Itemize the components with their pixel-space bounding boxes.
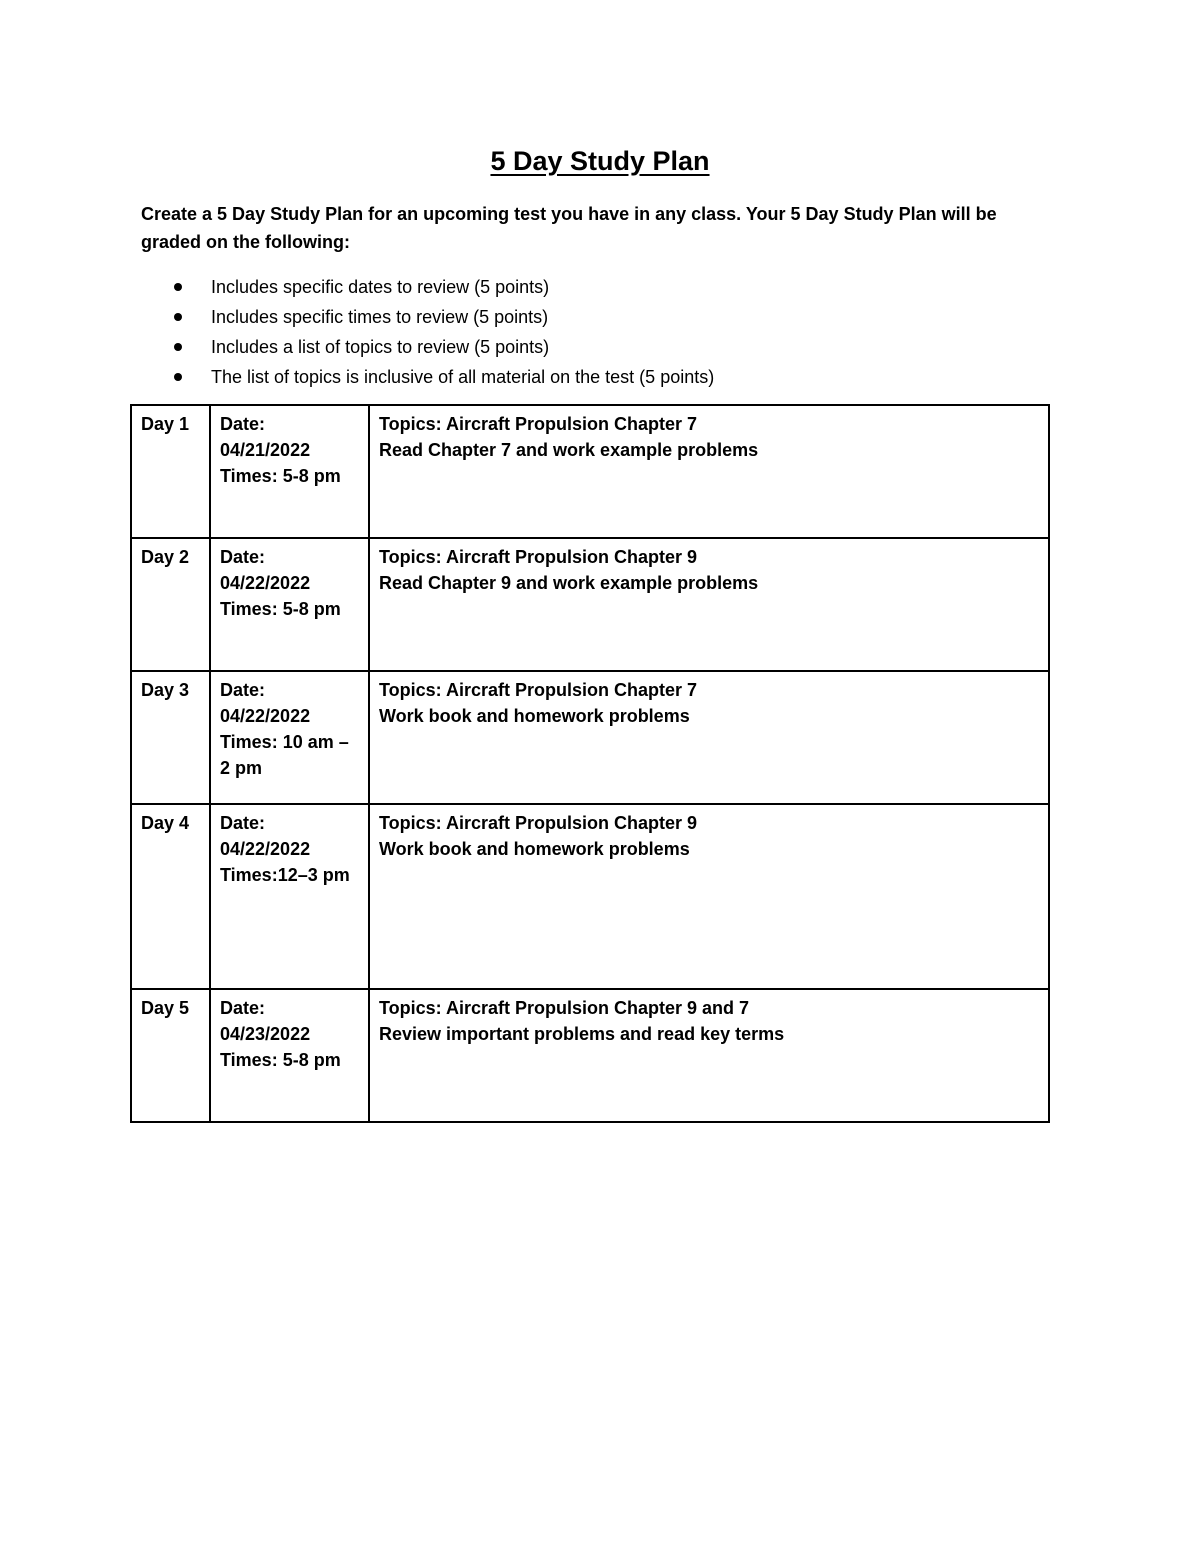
table-row	[131, 671, 1049, 804]
study-plan-table	[130, 404, 1050, 1123]
date-label: Date:	[220, 547, 266, 567]
instructions-text: Create a 5 Day Study Plan for an upcoming test you have in any class. Your 5 Day Study Plan will be graded on the following:	[141, 204, 997, 252]
day-cell	[131, 671, 210, 804]
schedule-cell	[210, 671, 369, 804]
task-text: Review important problems and read key terms	[379, 1024, 785, 1044]
schedule-cell	[210, 538, 369, 671]
date-value: 04/21/2022	[220, 440, 311, 460]
table-row	[131, 804, 1049, 989]
day-label: Day 3	[141, 680, 190, 700]
page-title: 5 Day Study Plan	[490, 146, 710, 176]
date-label: Date:	[220, 998, 266, 1018]
day-cell	[131, 405, 210, 538]
table-row	[131, 538, 1049, 671]
date-value: 04/22/2022	[220, 706, 311, 726]
day-label: Day 4	[141, 813, 190, 833]
date-value: 04/22/2022	[220, 839, 311, 859]
topics-cell	[369, 989, 1049, 1122]
times-value: Times: 10 am –	[220, 732, 349, 752]
criterion-text: The list of topics is inclusive of all material on the test (5 points)	[211, 367, 715, 387]
topics-cell	[369, 405, 1049, 538]
topic-text: Topics: Aircraft Propulsion Chapter 9	[379, 813, 698, 833]
day-cell	[131, 989, 210, 1122]
schedule-cell	[210, 405, 369, 538]
criterion-text: Includes a list of topics to review (5 points)	[211, 337, 550, 357]
day-cell	[131, 538, 210, 671]
topics-cell	[369, 804, 1049, 989]
schedule-cell	[210, 989, 369, 1122]
topic-text: Topics: Aircraft Propulsion Chapter 9 and 7	[379, 998, 750, 1018]
topic-text: Topics: Aircraft Propulsion Chapter 9	[379, 547, 698, 567]
task-text: Work book and homework problems	[379, 839, 690, 859]
date-label: Date:	[220, 680, 266, 700]
topics-cell	[369, 671, 1049, 804]
table-row	[131, 989, 1049, 1122]
day-label: Day 2	[141, 547, 190, 567]
list-item	[141, 272, 1051, 302]
date-value: 04/22/2022	[220, 573, 311, 593]
list-item	[141, 332, 1051, 362]
bullet-icon	[174, 283, 182, 291]
times-value: Times: 5-8 pm	[220, 599, 341, 619]
topic-text: Topics: Aircraft Propulsion Chapter 7	[379, 414, 698, 434]
grading-criteria-list	[141, 272, 1051, 392]
times-value: Times:12–3 pm	[220, 865, 350, 885]
times-value: Times: 5-8 pm	[220, 1050, 341, 1070]
topics-cell	[369, 538, 1049, 671]
schedule-cell	[210, 804, 369, 989]
day-label: Day 1	[141, 414, 190, 434]
table-row	[131, 405, 1049, 538]
bullet-icon	[174, 343, 182, 351]
list-item	[141, 302, 1051, 332]
task-text: Work book and homework problems	[379, 706, 690, 726]
date-label: Date:	[220, 813, 266, 833]
criterion-text: Includes specific dates to review (5 points)	[211, 277, 550, 297]
date-value: 04/23/2022	[220, 1024, 311, 1044]
bullet-icon	[174, 373, 182, 381]
bullet-icon	[174, 313, 182, 321]
times-value-continued: 2 pm	[220, 758, 263, 778]
date-label: Date:	[220, 414, 266, 434]
list-item	[141, 362, 1051, 392]
day-label: Day 5	[141, 998, 190, 1018]
day-cell	[131, 804, 210, 989]
times-value: Times: 5-8 pm	[220, 466, 341, 486]
task-text: Read Chapter 7 and work example problems	[379, 440, 759, 460]
topic-text: Topics: Aircraft Propulsion Chapter 7	[379, 680, 698, 700]
criterion-text: Includes specific times to review (5 points)	[211, 307, 549, 327]
task-text: Read Chapter 9 and work example problems	[379, 573, 759, 593]
